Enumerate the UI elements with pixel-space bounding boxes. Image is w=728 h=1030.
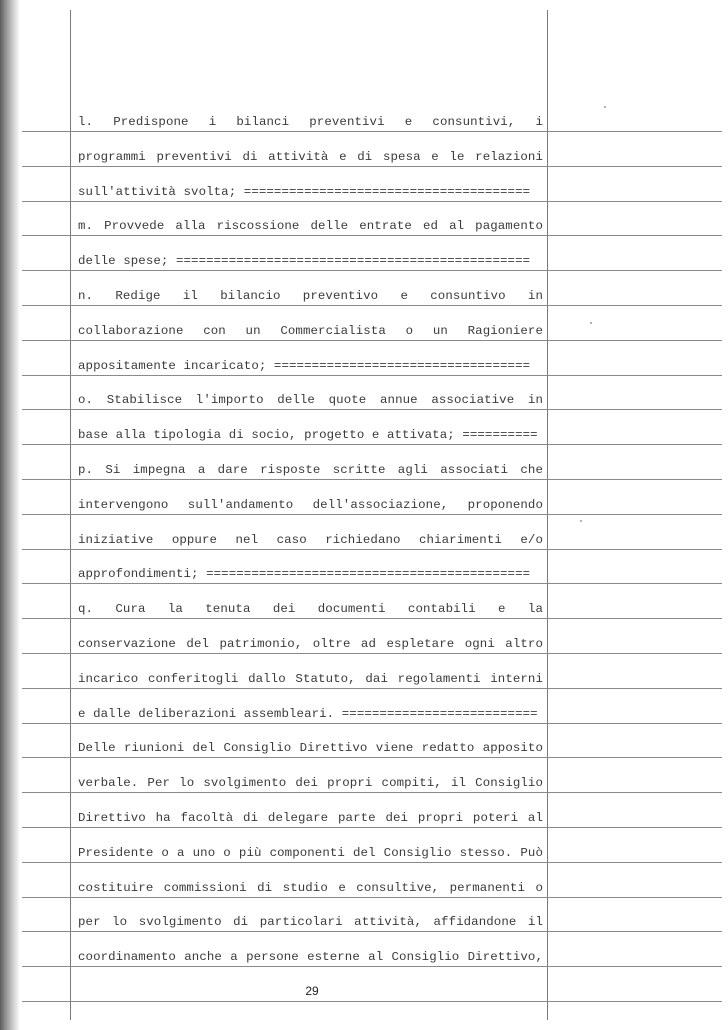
text-line: sull'attività svolta; ====================================== <box>78 185 531 199</box>
text-line: appositamente incaricato; ================================== <box>78 359 531 373</box>
text-line: approfondimenti; =========================================== <box>78 567 531 581</box>
text-line: e dalle deliberazioni assembleari. ========================== <box>78 707 538 721</box>
ruled-line <box>22 897 722 898</box>
text-line: collaborazione con un Commercialista o un Ragioniere <box>78 324 543 338</box>
text-line: o. Stabilisce l'importo delle quote annue associative in <box>78 393 543 407</box>
binding-shadow <box>0 0 20 1030</box>
text-line: Delle riunioni del Consiglio Direttivo viene redatto apposito <box>78 741 543 755</box>
text-line: p. Si impegna a dare risposte scritte agli associati che <box>78 463 543 477</box>
ruled-line <box>22 757 722 758</box>
ruled-line <box>22 688 722 689</box>
ruled-line <box>22 792 722 793</box>
ruled-line <box>22 479 722 480</box>
ruled-line <box>22 409 722 410</box>
text-line: conservazione del patrimonio, oltre ad espletare ogni altro <box>78 637 543 651</box>
ruled-line <box>22 618 722 619</box>
text-line: Direttivo ha facoltà di delegare parte dei propri poteri al <box>78 811 543 825</box>
ruled-line <box>22 514 722 515</box>
scan-speck <box>590 322 592 324</box>
ruled-line <box>22 583 722 584</box>
ruled-line <box>22 166 722 167</box>
ruled-line <box>22 305 722 306</box>
text-line: coordinamento anche a persone esterne al Consiglio Direttivo, <box>78 950 543 964</box>
ruled-line <box>22 131 722 132</box>
ruled-line <box>22 723 722 724</box>
ruled-line <box>22 653 722 654</box>
scan-speck <box>604 106 606 108</box>
text-line: q. Cura la tenuta dei documenti contabili e la <box>78 602 543 616</box>
text-line: verbale. Per lo svolgimento dei propri compiti, il Consiglio <box>78 776 543 790</box>
ruled-line <box>22 235 722 236</box>
ruled-line <box>22 862 722 863</box>
text-line: per lo svolgimento di particolari attività, affidandone il <box>78 915 543 929</box>
text-line: base alla tipologia di socio, progetto e attivata; ========== <box>78 428 538 442</box>
ruled-line <box>22 444 722 445</box>
ruled-line <box>22 931 722 932</box>
ruled-line <box>22 340 722 341</box>
ruled-line <box>22 827 722 828</box>
ruled-line <box>22 270 722 271</box>
text-line: incarico conferitogli dallo Statuto, dai regolamenti interni <box>78 672 543 686</box>
ruled-line <box>22 201 722 202</box>
text-line: Presidente o a uno o più componenti del Consiglio stesso. Può <box>78 846 543 860</box>
text-line: intervengono sull'andamento dell'associazione, proponendo <box>78 498 543 512</box>
text-line: m. Provvede alla riscossione delle entrate ed al pagamento <box>78 219 543 233</box>
right-margin-line <box>547 10 548 1020</box>
text-line: n. Redige il bilancio preventivo e consuntivo in <box>78 289 543 303</box>
text-line: l. Predispone i bilanci preventivi e consuntivi, i <box>78 115 543 129</box>
text-line: iniziative oppure nel caso richiedano chiarimenti e/o <box>78 533 543 547</box>
ruled-line <box>22 966 722 967</box>
text-line: costituire commissioni di studio e consultive, permanenti o <box>78 881 543 895</box>
ruled-line <box>22 1001 722 1002</box>
scan-speck <box>580 520 582 522</box>
page-number: 29 <box>305 984 319 998</box>
ruled-line <box>22 375 722 376</box>
text-line: delle spese; =============================================== <box>78 254 531 268</box>
ruled-line <box>22 549 722 550</box>
text-line: programmi preventivi di attività e di spesa e le relazioni <box>78 150 543 164</box>
left-margin-line <box>70 10 71 1020</box>
